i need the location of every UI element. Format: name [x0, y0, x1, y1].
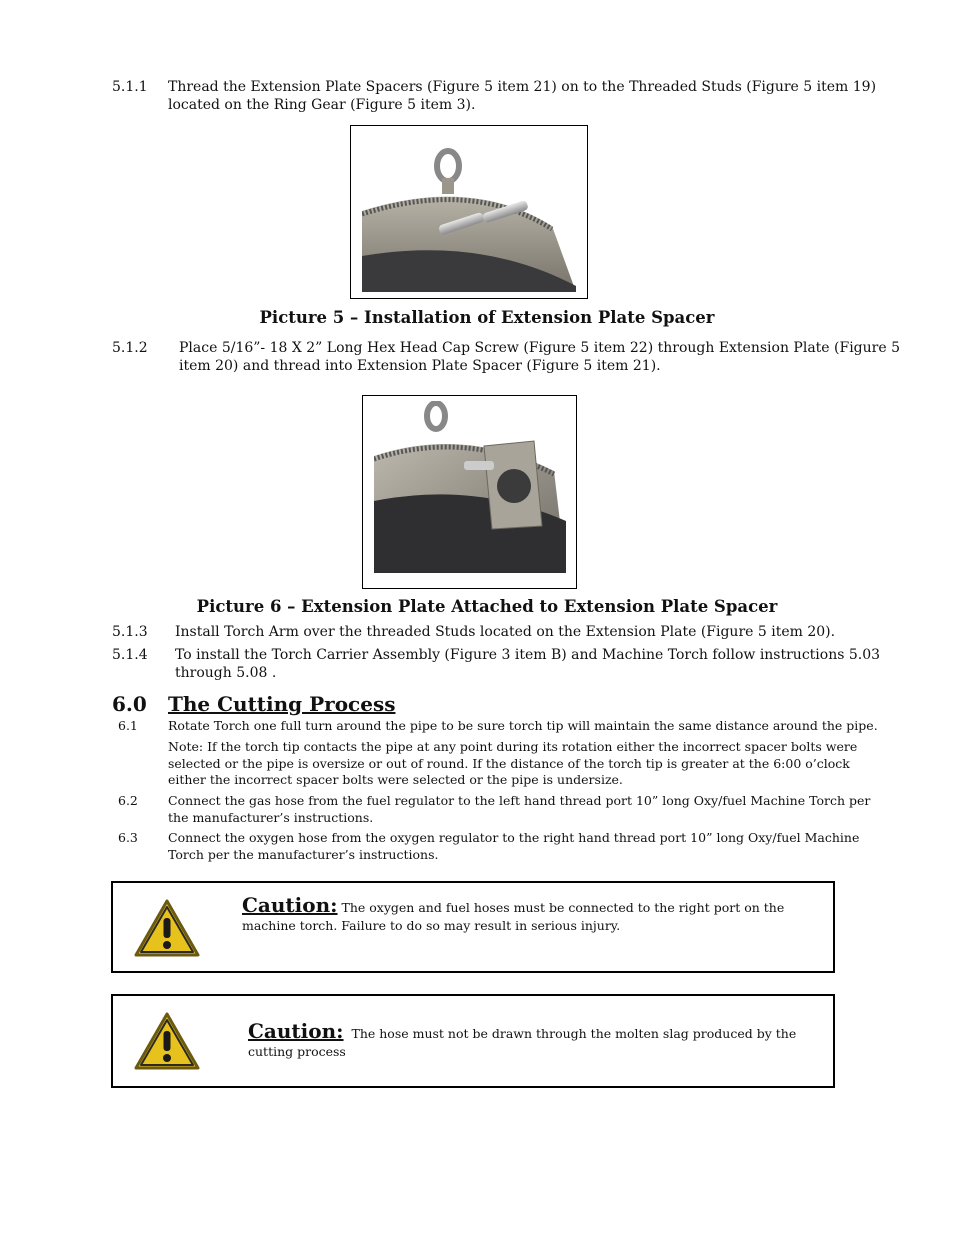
step-number: 5.1.4: [112, 647, 148, 663]
step-text: [168, 78, 876, 114]
item-text: Rotate Torch one full turn around the pipe to be sure torch tip will maintain the same distance around the pipe.: [168, 718, 878, 733]
caution-line: machine torch. Failure to do so may result in serious injury.: [242, 918, 621, 933]
item-line: the manufacturer’s instructions.: [168, 809, 374, 825]
note-line: either the incorrect spacer bolts were selected or the pipe is undersize.: [168, 772, 623, 787]
item-line: Connect the oxygen hose from the oxygen regulator to the right hand thread port 10” long Oxy/fuel Machine: [168, 830, 860, 845]
item-text: [168, 793, 870, 826]
step-text: [175, 646, 880, 682]
warning-triangle-icon: [133, 1011, 201, 1071]
caution-label: Caution:: [248, 1019, 344, 1043]
ring-gear-spacer-photo: [362, 136, 576, 292]
item-number: 6.1: [118, 718, 138, 733]
caution-line: The hose must not be drawn through the molten slag produced by the: [351, 1026, 797, 1041]
step-number: 5.1.1: [112, 79, 148, 95]
caution-message: [242, 893, 802, 935]
caution-line: cutting process: [248, 1044, 346, 1059]
step-line: located on the Ring Gear (Figure 5 item 3).: [168, 97, 476, 113]
note-line: selected or the pipe is oversize or out of round. If the distance of the torch tip is greater at the 6:00 o’clock: [168, 755, 850, 771]
step-line: item 20) and thread into Extension Plate Spacer (Figure 5 item 21).: [179, 358, 661, 374]
caution-box: [111, 994, 835, 1088]
section-title: The Cutting Process: [168, 692, 396, 716]
item-number: 6.3: [118, 830, 138, 845]
warning-triangle-icon: [133, 898, 201, 958]
picture-6-caption: Picture 6 – Extension Plate Attached to Extension Plate Spacer: [196, 597, 778, 616]
caution-label: Caution:: [242, 893, 338, 917]
item-text: [168, 830, 859, 863]
picture-5-frame: [350, 125, 588, 299]
note-text: [168, 739, 857, 789]
step-line: To install the Torch Carrier Assembly (Figure 3 item B) and Machine Torch follow instructions 5.03: [175, 647, 881, 663]
item-number: 6.2: [118, 793, 138, 808]
step-number: 5.1.3: [112, 624, 148, 640]
extension-plate-photo: [374, 401, 566, 573]
picture-6-frame: [362, 395, 577, 589]
step-text: Install Torch Arm over the threaded Studs located on the Extension Plate (Figure 5 item 20).: [175, 624, 836, 640]
item-line: Torch per the manufacturer’s instructions.: [168, 846, 439, 862]
caution-box: [111, 881, 835, 973]
section-number: 6.0: [112, 692, 147, 716]
step-line: through 5.08 .: [175, 665, 277, 681]
step-number: 5.1.2: [112, 340, 148, 356]
step-line: Place 5/16”- 18 X 2” Long Hex Head Cap Screw (Figure 5 item 22) through Extension Plate (Figure 5: [179, 340, 900, 356]
step-text: [179, 339, 900, 375]
note-line: Note: If the torch tip contacts the pipe at any point during its rotation either the incorrect spacer bolts were: [168, 739, 858, 754]
caution-message: [248, 1019, 808, 1061]
item-line: Connect the gas hose from the fuel regulator to the left hand thread port 10” long Oxy/fuel Machine Torch per: [168, 793, 871, 808]
picture-5-caption: Picture 5 – Installation of Extension Plate Spacer: [259, 308, 715, 327]
step-line: Thread the Extension Plate Spacers (Figure 5 item 21) on to the Threaded Studs (Figure 5 item 19): [168, 79, 877, 95]
caution-line: The oxygen and fuel hoses must be connected to the right port on the: [341, 900, 785, 915]
